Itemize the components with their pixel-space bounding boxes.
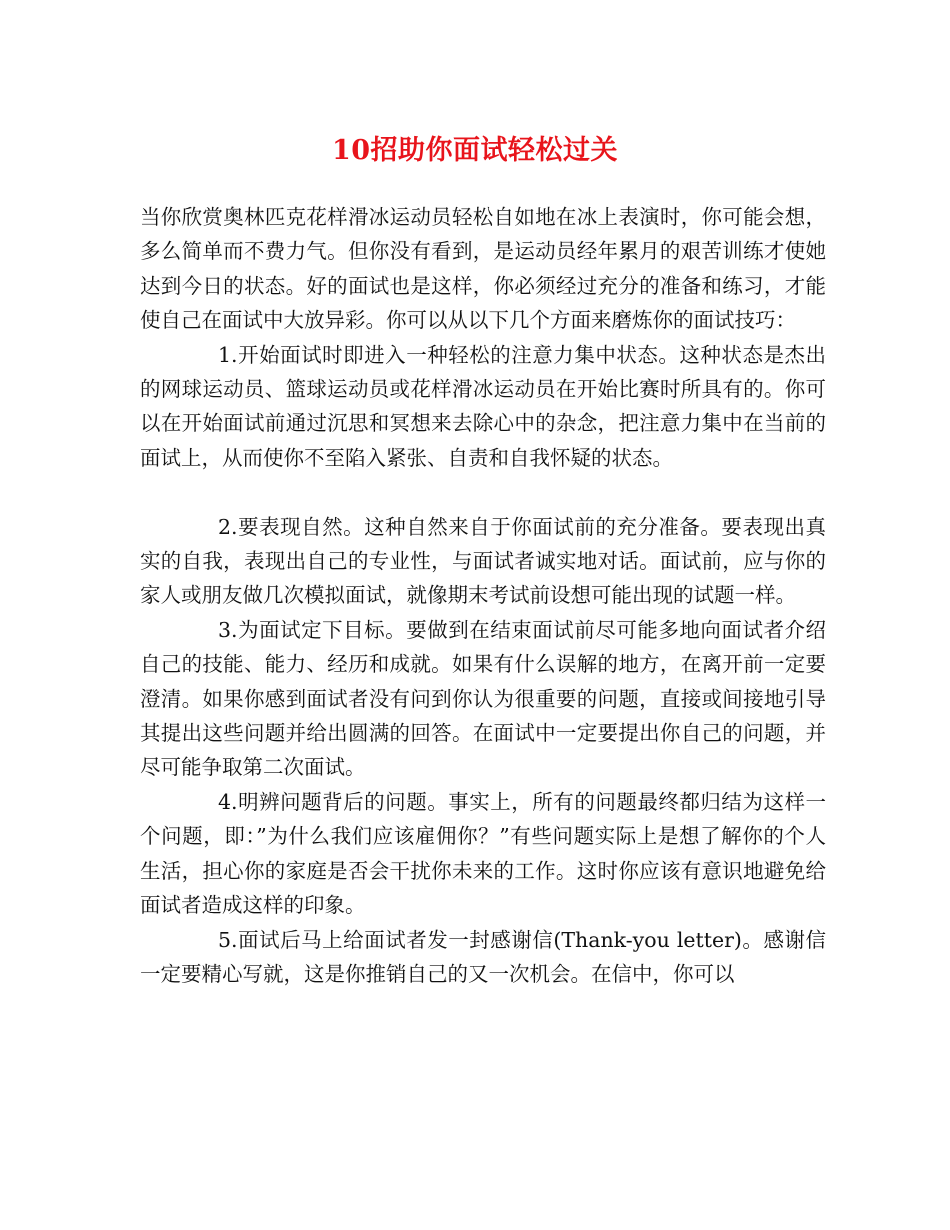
tip-2-paragraph: 2.要表现自然。这种自然来自于你面试前的充分准备。要表现出真实的自我，表现出自己的专业性，与面试者诚实地对话。面试前，应与你的家人或朋友做几次模拟面试，就像期末考试前设想可能出现的试题一样。 — [140, 514, 826, 608]
document-body — [140, 200, 826, 991]
document-title: 10招助你面试轻松过关 — [331, 135, 619, 166]
tip-4-paragraph: 4.明辨问题背后的问题。事实上，所有的问题最终都归结为这样一个问题，即：”为什么我们应该雇佣你？”有些问题实际上是想了解你的个人生活，担心你的家庭是否会干扰你未来的工作。这时你应该有意识地避免给面试者造成这样的印象。 — [140, 789, 826, 918]
intro-paragraph: 当你欣赏奥林匹克花样滑冰运动员轻松自如地在冰上表演时，你可能会想，多么简单而不费力气。但你没有看到，是运动员经年累月的艰苦训练才使她达到今日的状态。好的面试也是这样，你必须经过充分的准备和练习，才能使自己在面试中大放异彩。你可以从以下几个方面来磨炼你的面试技巧： — [140, 205, 826, 333]
tip-3-paragraph: 3.为面试定下目标。要做到在结束面试前尽可能多地向面试者介绍自己的技能、能力、经历和成就。如果有什么误解的地方，在离开前一定要澄清。如果你感到面试者没有问到你认为很重要的问题，直接或间接地引导其提出这些问题并给出圆满的回答。在面试中一定要提出你自己的问题，并尽可能争取第二次面试。 — [140, 617, 826, 780]
tip-5-paragraph: 5.面试后马上给面试者发一封感谢信(Thank-you letter)。感谢信一定要精心写就，这是你推销自己的又一次机会。在信中，你可以 — [140, 927, 826, 986]
paragraph-gap — [140, 475, 826, 509]
tip-1-paragraph: 1.开始面试时即进入一种轻松的注意力集中状态。这种状态是杰出的网球运动员、篮球运动员或花样滑冰运动员在开始比赛时所具有的。你可以在开始面试前通过沉思和冥想来去除心中的杂念，把注意力集中在当前的面试上，从而使你不至陷入紧张、自责和自我怀疑的状态。 — [140, 342, 826, 470]
